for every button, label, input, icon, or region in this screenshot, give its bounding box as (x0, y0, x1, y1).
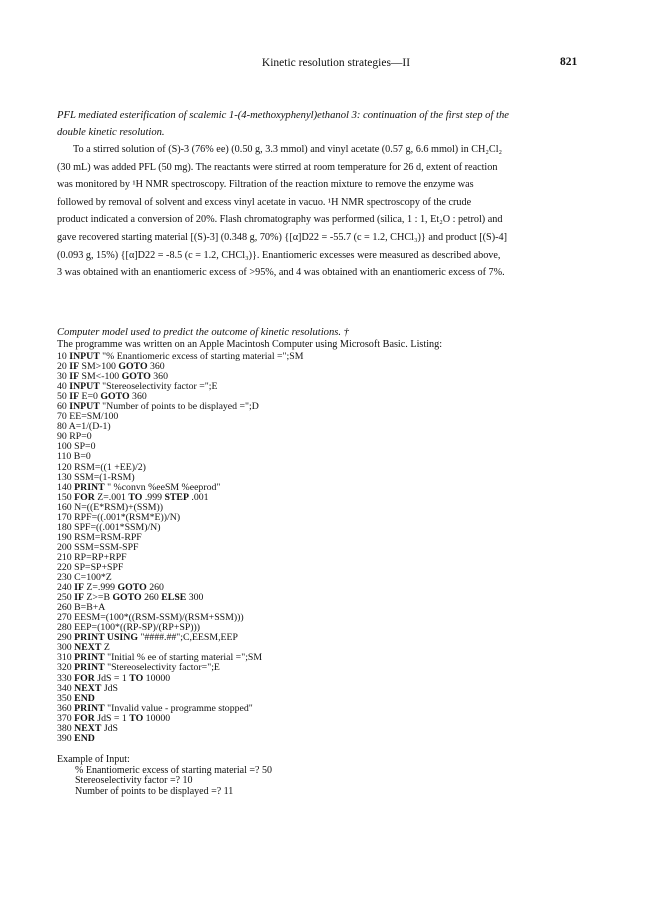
example-input-block (57, 755, 557, 797)
section-heading-line: double kinetic resolution. (57, 127, 165, 138)
listing-intro: The programme was written on an Apple Macintosh Computer using Microsoft Basic. Listing: (57, 339, 443, 350)
section-heading-computer-model: Computer model used to predict the outcome of kinetic resolutions. † (57, 327, 349, 338)
listing-line: 280 EEP=(100*((RP-SP)/(RP+SP))) (57, 622, 201, 634)
listing-line: 190 RSM=RSM-RPF (57, 531, 142, 543)
listing-line: 140 PRINT " %convn %eeSM %eeprod" (57, 481, 221, 493)
listing-line: 330 FOR JdS = 1 TO 10000 (57, 672, 171, 684)
listing-line: 200 SSM=SSM-SPF (57, 541, 139, 553)
listing-line: 270 EESM=(100*((RSM-SSM)/(RSM+SSM))) (57, 612, 244, 624)
listing-line: 120 RSM=((1 +EE)/2) (57, 461, 146, 473)
listing-line: 300 NEXT Z (57, 642, 110, 654)
listing-line: 340 NEXT JdS (57, 682, 118, 694)
listing-line: 90 RP=0 (57, 431, 92, 443)
example-line: Stereoselectivity factor =? 10 (75, 775, 193, 787)
listing-line: 30 IF SM<-100 GOTO 360 (57, 371, 168, 383)
basic-program-listing (57, 352, 617, 744)
listing-line: 170 RPF=((.001*(RSM*E))/N) (57, 511, 181, 523)
listing-line: 20 IF SM>100 GOTO 360 (57, 361, 165, 373)
paragraph-line: (0.093 g, 15%) {[α]D22 = -8.5 (c = 1.2, CHCl₃)}. Enantiomeric excesses were measured as described above, (57, 249, 501, 261)
listing-line: 40 INPUT "Stereoselectivity factor =";E (57, 381, 218, 393)
section-heading-pfl (57, 107, 619, 141)
example-line: % Enantiomeric excess of starting material =? 50 (75, 764, 272, 776)
listing-line: 100 SP=0 (57, 441, 96, 453)
listing-line: 80 A=1/(D-1) (57, 421, 111, 433)
listing-line: 70 EE=SM/100 (57, 411, 119, 423)
paragraph-line: (30 mL) was added PFL (50 mg). The reactants were stirred at room temperature for 26 d, extent of reaction (57, 161, 498, 173)
listing-line: 370 FOR JdS = 1 TO 10000 (57, 712, 171, 724)
listing-line: 240 IF Z=.999 GOTO 260 (57, 582, 164, 594)
listing-line: 380 NEXT JdS (57, 722, 118, 734)
paragraph-line: To a stirred solution of (S)-3 (76% ee) (0.50 g, 3.3 mmol) and vinyl acetate (0.57 g, 6.6 mmol) in CH₂Cl₂ (73, 144, 503, 155)
listing-line: 130 SSM=(1-RSM) (57, 471, 135, 483)
page-number: 821 (560, 56, 578, 68)
paragraph-line: product indicated a conversion of 20%. Flash chromatography was performed (silica, 1 : 1, Et₂O : petrol) and (57, 214, 503, 226)
paragraph-line: was monitored by ¹H NMR spectroscopy. Filtration of the reaction mixture to remove the enzyme was (57, 179, 474, 191)
paragraph-line: followed by removal of solvent and excess vinyl acetate in vacuo. ¹H NMR spectroscopy of the crude (57, 196, 472, 208)
listing-line: 210 RP=RP+RPF (57, 551, 127, 563)
experimental-paragraph (57, 141, 619, 282)
listing-line: 60 INPUT "Number of points to be displayed =";D (57, 401, 259, 413)
listing-line: 110 B=0 (57, 451, 91, 463)
example-line: Number of points to be displayed =? 11 (75, 785, 234, 797)
paragraph-line: gave recovered starting material [(S)-3] (0.348 g, 70%) {[α]D22 = -55.7 (c = 1.2, CHCl₃)} and product [(S)-4] (57, 231, 507, 243)
listing-line: 10 INPUT "% Enantiomeric excess of starting material =";SM (57, 351, 304, 362)
listing-line: 220 SP=SP+SPF (57, 561, 124, 573)
listing-line: 50 IF E=0 GOTO 360 (57, 391, 147, 403)
listing-line: 360 PRINT "Invalid value - programme stopped" (57, 702, 253, 714)
listing-line: 320 PRINT "Stereoselectivity factor=";E (57, 662, 220, 674)
running-head: Kinetic resolution strategies—II (261, 57, 411, 69)
example-title: Example of Input: (57, 754, 130, 765)
listing-line: 310 PRINT "Initial % ee of starting material =";SM (57, 652, 263, 664)
listing-line: 260 B=B+A (57, 602, 106, 614)
listing-line: 230 C=100*Z (57, 572, 112, 584)
listing-line: 180 SPF=((.001*SSM)/N) (57, 521, 161, 533)
listing-line: 250 IF Z>=B GOTO 260 ELSE 300 (57, 592, 204, 604)
paragraph-line: 3 was obtained with an enantiomeric excess of >95%, and 4 was obtained with an enantiomeric excess of 7%. (57, 267, 505, 279)
listing-line: 150 FOR Z=.001 TO .999 STEP .001 (57, 491, 209, 503)
listing-line: 160 N=((E*RSM)+(SSM)) (57, 501, 164, 513)
listing-line: 350 END (57, 692, 95, 704)
listing-line: 290 PRINT USING "####.##";C,EESM,EEP (57, 632, 238, 644)
listing-line: 390 END (57, 732, 95, 744)
section-heading-line: PFL mediated esterification of scalemic 1-(4-methoxyphenyl)ethanol 3: continuation of the first step of the (57, 110, 510, 121)
